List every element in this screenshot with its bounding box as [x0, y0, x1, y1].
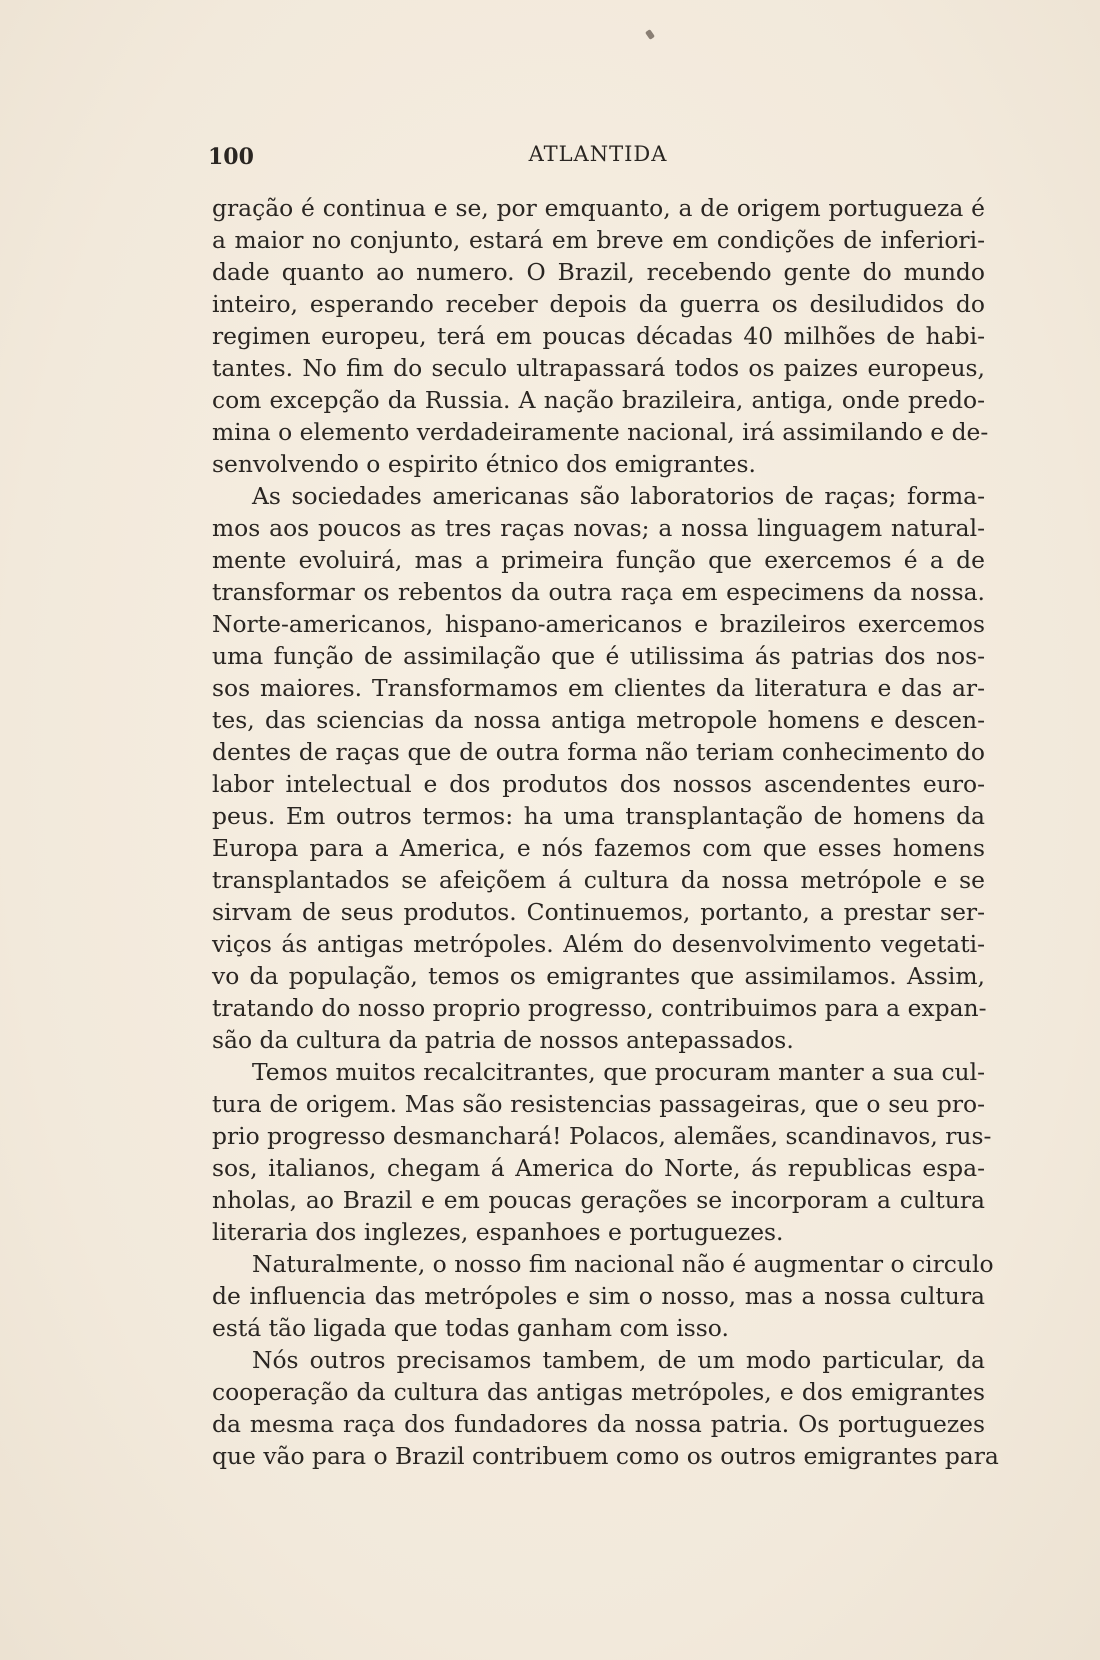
text-line: vo da população, temos os emigrantes que assimilamos. Assim, — [212, 962, 985, 990]
text-line: são da cultura da patria de nossos antepassados. — [212, 1026, 794, 1054]
text-line: Europa para a America, e nós fazemos com que esses homens — [212, 834, 985, 862]
running-title: ATLANTIDA — [528, 142, 668, 166]
text-line: nholas, ao Brazil e em poucas gerações se incorporam a cultura — [212, 1186, 985, 1214]
text-line: mos aos poucos as tres raças novas; a nossa linguagem natural- — [212, 514, 985, 542]
text-line: peus. Em outros termos: ha uma transplantação de homens da — [212, 802, 985, 830]
paragraph — [212, 1344, 999, 1472]
text-line: inteiro, esperando receber depois da guerra os desiludidos do — [212, 290, 985, 318]
paragraph — [212, 480, 985, 1056]
paragraph — [212, 1056, 992, 1248]
paragraph — [212, 1248, 994, 1344]
text-line: que vão para o Brazil contribuem como os outros emigrantes para — [212, 1442, 999, 1470]
text-line: gração é continua e se, por emquanto, a de origem portugueza é — [212, 194, 985, 222]
text-line: sos maiores. Transformamos em clientes da literatura e das ar- — [212, 674, 985, 702]
text-line: mente evoluirá, mas a primeira função que exercemos é a de — [212, 546, 985, 574]
body-text — [212, 192, 999, 1472]
text-line: literaria dos inglezes, espanhoes e portuguezes. — [212, 1218, 784, 1246]
text-line: tura de origem. Mas são resistencias passageiras, que o seu pro- — [212, 1090, 985, 1118]
text-line: está tão ligada que todas ganham com isso. — [212, 1314, 729, 1342]
text-line: senvolvendo o espirito étnico dos emigrantes. — [212, 450, 756, 478]
text-line: tes, das sciencias da nossa antiga metropole homens e descen- — [212, 706, 985, 734]
text-line: com excepção da Russia. A nação brazileira, antiga, onde predo- — [212, 386, 985, 414]
text-line: de influencia das metrópoles e sim o nosso, mas a nossa cultura — [212, 1282, 985, 1310]
paragraph — [212, 192, 989, 480]
text-line: sirvam de seus produtos. Continuemos, portanto, a prestar ser- — [212, 898, 985, 926]
text-line: viços ás antigas metrópoles. Além do desenvolvimento vegetati- — [212, 930, 985, 958]
text-line: As sociedades americanas são laboratorios de raças; forma- — [252, 482, 985, 510]
page-number: 100 — [208, 144, 254, 170]
text-line: regimen europeu, terá em poucas décadas 40 milhões de habi- — [212, 322, 985, 350]
text-line: tratando do nosso proprio progresso, contribuimos para a expan- — [212, 994, 987, 1022]
text-line: da mesma raça dos fundadores da nossa patria. Os portuguezes — [212, 1410, 985, 1438]
page-header — [208, 138, 988, 178]
text-line: transformar os rebentos da outra raça em especimens da nossa. — [212, 578, 985, 606]
text-line: uma função de assimilação que é utilissima ás patrias dos nos- — [212, 642, 985, 670]
text-line: tantes. No fim do seculo ultrapassará todos os paizes europeus, — [212, 354, 985, 382]
text-line: Nós outros precisamos tambem, de um modo particular, da — [252, 1346, 985, 1374]
text-line: mina o elemento verdadeiramente nacional, irá assimilando e de- — [212, 418, 989, 446]
text-line: dentes de raças que de outra forma não teriam conhecimento do — [212, 738, 985, 766]
text-line: dade quanto ao numero. O Brazil, recebendo gente do mundo — [212, 258, 985, 286]
text-line: Temos muitos recalcitrantes, que procuram manter a sua cul- — [252, 1058, 985, 1086]
text-line: Naturalmente, o nosso fim nacional não é augmentar o circulo — [252, 1250, 994, 1278]
text-line: sos, italianos, chegam á America do Norte, ás republicas espa- — [212, 1154, 985, 1182]
text-line: prio progresso desmanchará! Polacos, alemães, scandinavos, rus- — [212, 1122, 992, 1150]
text-line: cooperação da cultura das antigas metrópoles, e dos emigrantes — [212, 1378, 985, 1406]
text-line: a maior no conjunto, estará em breve em condições de inferiori- — [212, 226, 985, 254]
text-line: transplantados se afeiçõem á cultura da nossa metrópole e se — [212, 866, 985, 894]
text-line: Norte-americanos, hispano-americanos e brazileiros exercemos — [212, 610, 985, 638]
text-line: labor intelectual e dos produtos dos nossos ascendentes euro- — [212, 770, 985, 798]
